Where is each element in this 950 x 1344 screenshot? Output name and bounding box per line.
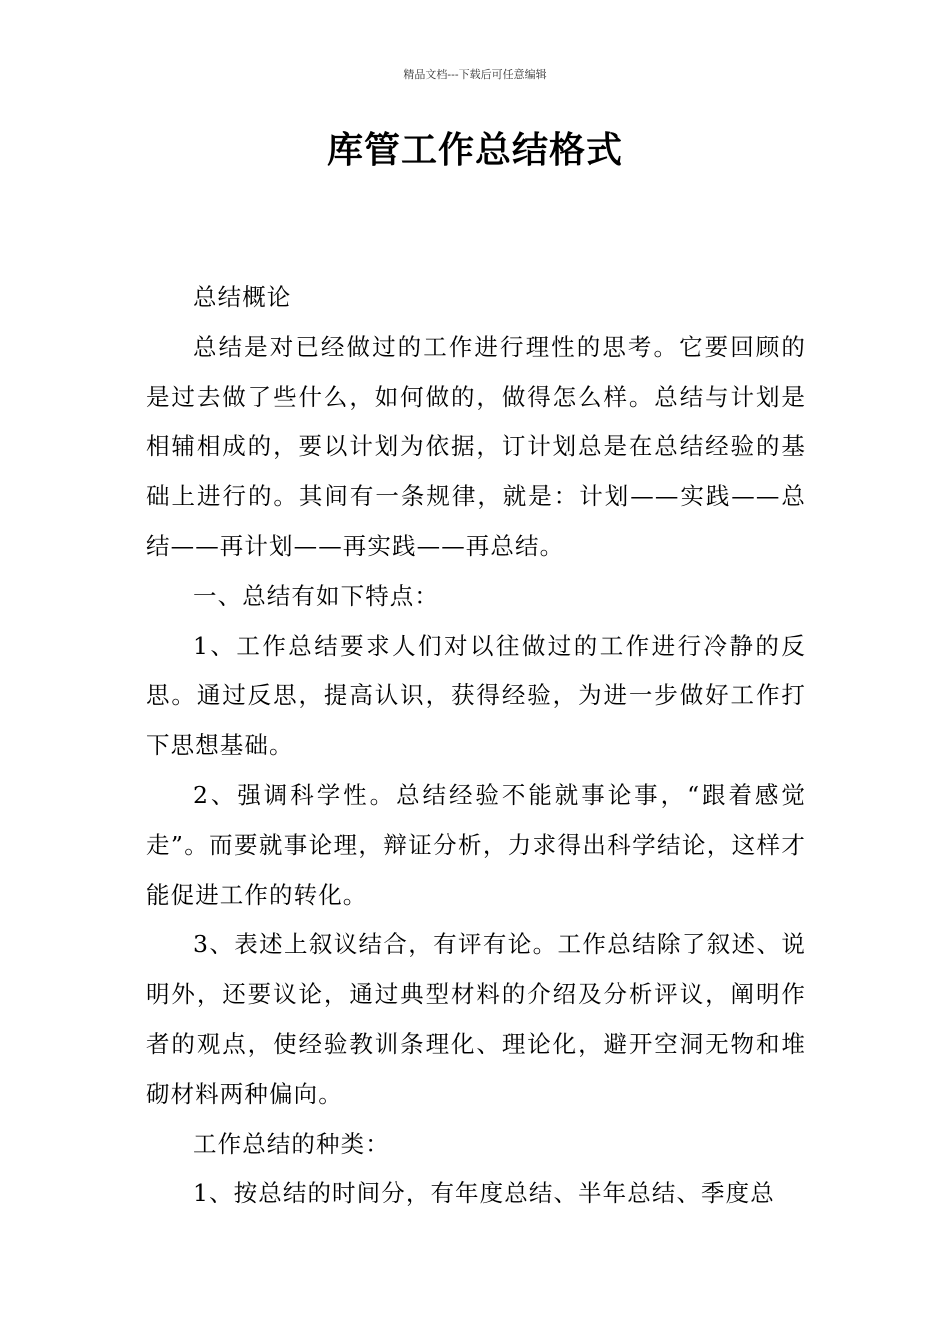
section-heading: 总结概论	[193, 283, 292, 311]
paragraph: 总结是对已经做过的工作进行理性的思考。它要回顾的是过去做了些什么，如何做的，做得怎么样。总结与计划是相辅相成的，要以计划为依据，订计划总是在总结经验的基础上进行的。其间有一条规律，就是：计划——实践——总结——再计划——再实践——再总结。	[146, 332, 806, 560]
paragraph: 1、工作总结要求人们对以往做过的工作进行冷静的反思。通过反思，提高认识，获得经验，为进一步做好工作打下思想基础。	[146, 631, 806, 760]
paragraph: 1、按总结的时间分，有年度总结、半年总结、季度总	[193, 1179, 775, 1208]
paragraph: 3、表述上叙议结合，有评有论。工作总结除了叙述、说明外，还要议论，通过典型材料的介绍及分析评议，阐明作者的观点，使经验教训条理化、理论化，避开空洞无物和堆砌材料两种偏向。	[146, 930, 806, 1108]
document-title: 库管工作总结格式	[326, 130, 623, 171]
page-header: 精品文档---下载后可任意编辑	[403, 68, 547, 81]
paragraph: 2、强调科学性。总结经验不能就事论事，“跟着感觉走”。而要就事论理，辩证分析，力求得出科学结论，这样才能促进工作的转化。	[146, 780, 806, 909]
section-heading: 一、总结有如下特点：	[193, 581, 439, 610]
document-body	[146, 273, 806, 1219]
section-heading: 工作总结的种类：	[193, 1129, 390, 1158]
